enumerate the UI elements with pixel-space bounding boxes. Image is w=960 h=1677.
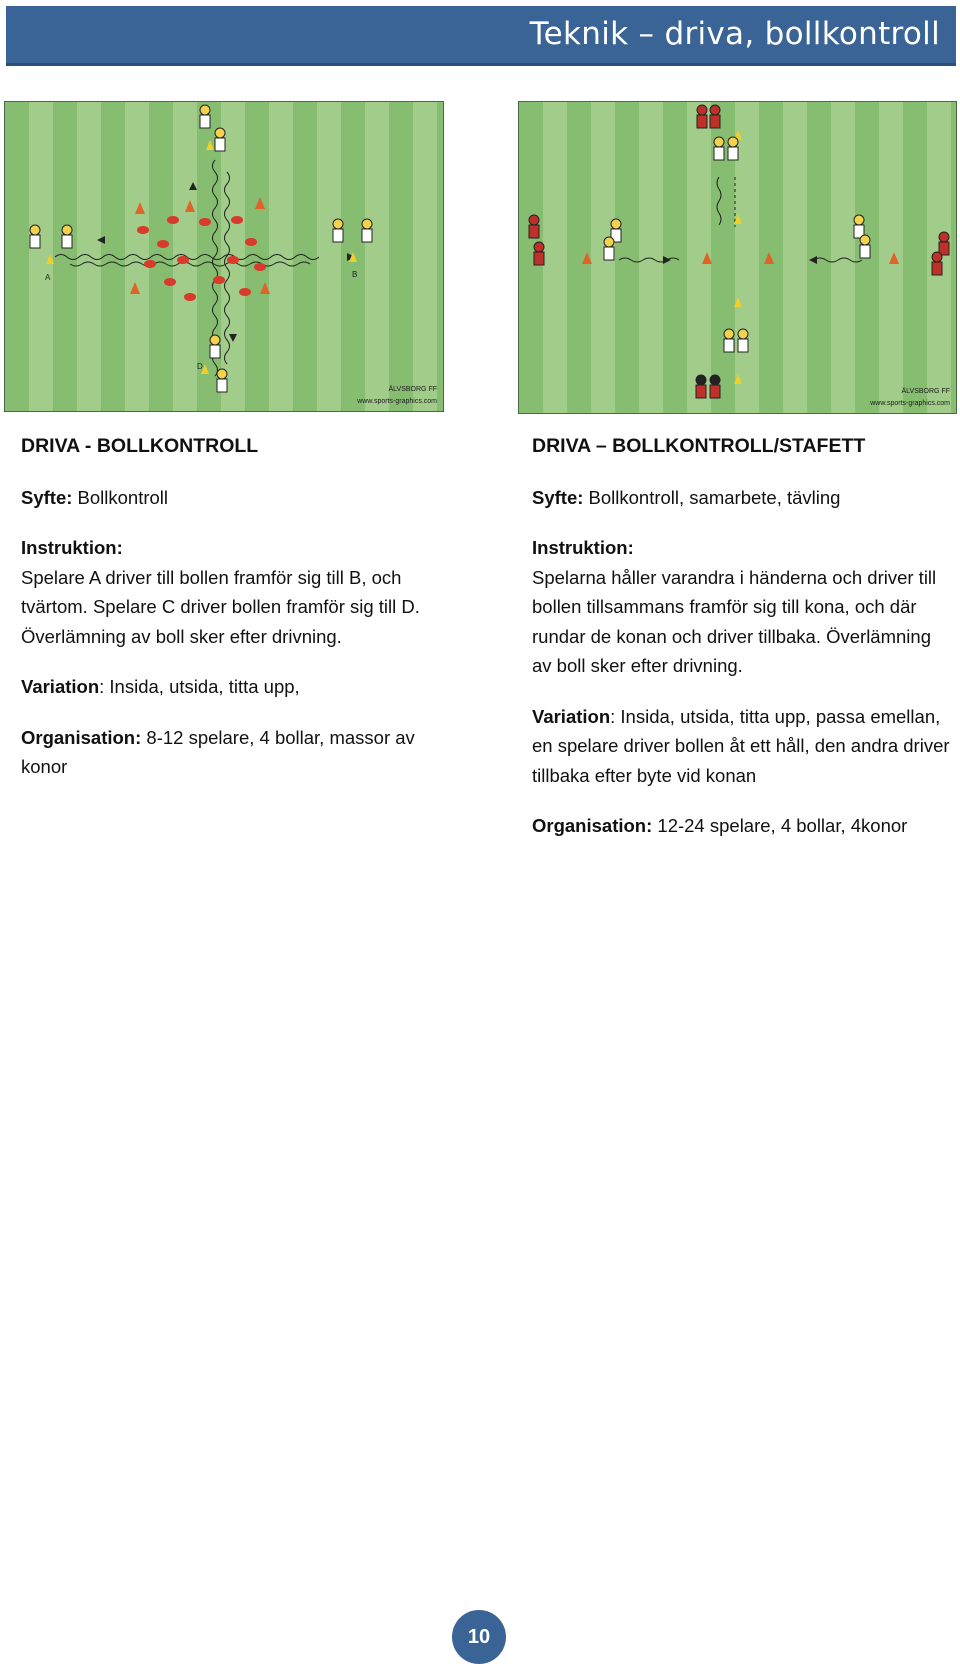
image-club-credit: ÄLVSBORG FF xyxy=(901,388,950,395)
page-title: Teknik – driva, bollkontroll xyxy=(529,16,940,52)
drill-diagram-right xyxy=(518,101,957,414)
syfte-row xyxy=(532,483,952,513)
variation-label: Variation xyxy=(532,705,611,727)
page-number-badge: 10 xyxy=(452,1610,506,1664)
instruktion-block xyxy=(532,533,952,681)
syfte-text: Bollkontroll xyxy=(72,486,169,508)
drill-heading: DRIVA - BOLLKONTROLL xyxy=(21,435,259,457)
dribble-path xyxy=(70,262,310,266)
organisation-row xyxy=(532,811,952,841)
marker-label-b: B xyxy=(352,270,358,279)
syfte-label: Syfte: xyxy=(532,486,584,508)
image-club-credit: ÄLVSBORG FF xyxy=(388,386,437,393)
image-site-credit: www.sports-graphics.com xyxy=(357,398,437,405)
arrow-head xyxy=(809,256,817,264)
dribble-path xyxy=(717,177,721,225)
drill-description-right xyxy=(532,432,952,862)
instruktion-text: Spelare A driver till bollen framför sig till B, och tvärtom. Spelare C driver bollen framför sig till D. Överlämning av boll sker efter drivning. xyxy=(21,566,420,647)
variation-text: : Insida, utsida, titta upp, xyxy=(99,676,300,697)
players xyxy=(30,105,372,392)
instruktion-block xyxy=(21,533,441,651)
variation-row xyxy=(532,702,952,791)
syfte-label: Syfte: xyxy=(21,486,73,508)
drill-diagram-left xyxy=(4,101,444,412)
arrow-head xyxy=(97,236,105,244)
header-bar xyxy=(6,6,956,66)
organisation-label: Organisation: xyxy=(21,726,142,748)
drill-diagram-left-graphics xyxy=(5,102,444,412)
instruktion-text: Spelarna håller varandra i händerna och driver till bollen tillsammans framför sig till kona, och där rundar de konan och driver tillbaka. Överlämning av boll sker efter drivning. xyxy=(532,566,937,676)
marker-label-a: A xyxy=(45,273,51,282)
organisation-text: 12-24 spelare, 4 bollar, 4konor xyxy=(652,815,908,836)
syfte-text: Bollkontroll, samarbete, tävling xyxy=(583,486,841,508)
players xyxy=(529,105,949,398)
variation-label: Variation xyxy=(21,676,100,697)
dribble-path xyxy=(225,172,230,364)
instruktion-label: Instruktion: xyxy=(532,537,634,558)
organisation-text: 8-12 spelare, 4 bollar, massor av konor xyxy=(21,726,415,777)
arrow-head xyxy=(189,182,197,190)
arrow-head xyxy=(229,334,237,342)
cones-yellow xyxy=(46,140,357,374)
drill-heading: DRIVA – BOLLKONTROLL/STAFETT xyxy=(532,435,866,457)
variation-row xyxy=(21,672,441,702)
cones-red xyxy=(137,216,266,301)
image-site-credit: www.sports-graphics.com xyxy=(870,400,950,407)
instruktion-label: Instruktion: xyxy=(21,537,123,558)
drill-diagram-right-graphics xyxy=(519,102,957,414)
variation-text: : Insida, utsida, titta upp, passa emellan, en spelare driver bollen åt ett håll, den andra driver tillbaka efter byte vid konan xyxy=(532,705,950,786)
organisation-label: Organisation: xyxy=(532,815,653,836)
drill-description-left xyxy=(21,432,441,803)
marker-label-d: D xyxy=(197,362,203,371)
dribble-path xyxy=(814,258,862,262)
arrow-head xyxy=(663,256,671,264)
organisation-row xyxy=(21,723,441,782)
cones-orange xyxy=(582,252,899,264)
syfte-row xyxy=(21,483,441,513)
